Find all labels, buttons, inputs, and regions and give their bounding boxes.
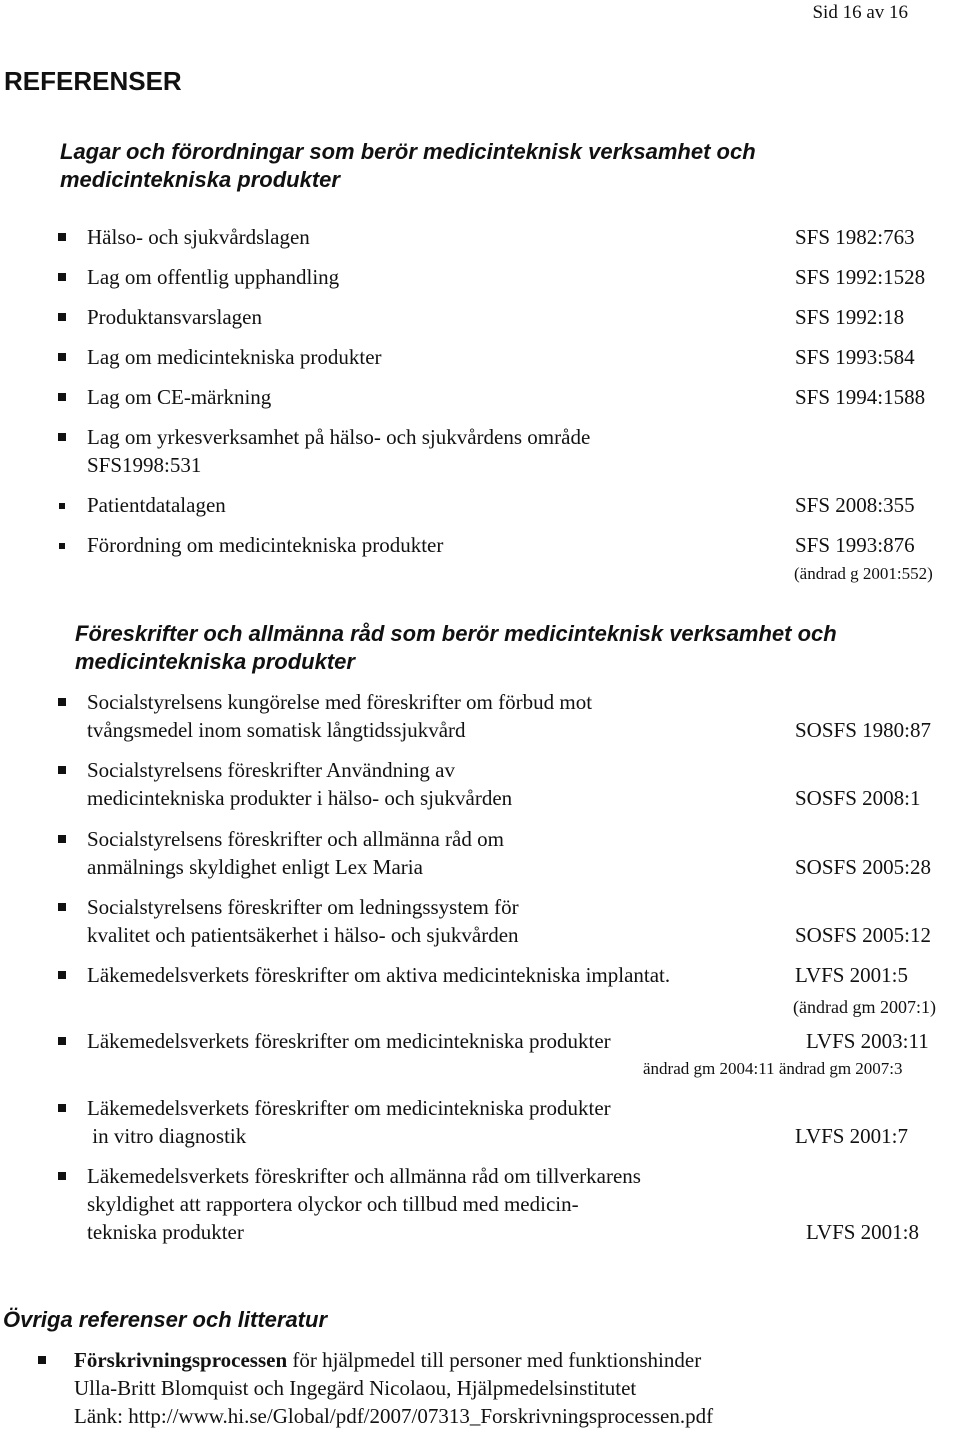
item-ref: SOSFS 1980:87 <box>795 718 931 742</box>
bullet-icon <box>38 1356 46 1364</box>
item-text: Läkemedelsverkets föreskrifter om medicintekniska produkter <box>87 1096 611 1120</box>
item-text: Lag om medicintekniska produkter <box>87 345 382 369</box>
item-ref: SFS 1982:763 <box>795 225 915 249</box>
bullet-icon <box>58 1172 66 1180</box>
item-text: Läkemedelsverkets föreskrifter och allmänna råd om tillverkarens <box>87 1164 641 1188</box>
item-text: Lag om yrkesverksamhet på hälso- och sjukvårdens område <box>87 425 591 449</box>
bullet-icon <box>58 903 66 911</box>
item-text-line2: medicintekniska produkter i hälso- och sjukvården <box>87 786 513 810</box>
bullet-icon <box>58 233 66 241</box>
bullet-icon <box>58 273 66 281</box>
bullet-icon <box>58 835 66 843</box>
bullet-icon <box>58 971 66 979</box>
bullet-icon <box>58 433 66 441</box>
section3-heading: Övriga referenser och litteratur <box>3 1307 328 1332</box>
item-note: ändrad gm 2004:11 ändrad gm 2007:3 <box>643 1059 903 1078</box>
bullet-icon <box>58 698 66 706</box>
item-note: (ändrad gm 2007:1) <box>793 997 936 1017</box>
item-text-line2: in vitro diagnostik <box>87 1124 247 1148</box>
bullet-icon <box>58 313 66 321</box>
section1-heading-line1: Lagar och förordningar som berör medicinteknisk verksamhet och <box>60 139 756 164</box>
item-ref: LVFS 2001:8 <box>806 1220 920 1244</box>
item-text: Förordning om medicintekniska produkter <box>87 533 444 557</box>
page-title: REFERENSER <box>4 66 182 96</box>
item-text: Patientdatalagen <box>87 493 226 517</box>
item-ref: SFS 2008:355 <box>795 493 915 517</box>
item-ref: LVFS 2001:7 <box>795 1124 909 1148</box>
bullet-icon <box>59 543 65 549</box>
item-ref: SFS 1992:18 <box>795 305 905 329</box>
item-ref: LVFS 2001:5 <box>795 963 909 987</box>
bullet-icon <box>58 353 66 361</box>
item-text-line2: tvångsmedel inom somatisk långtidssjukvård <box>87 718 466 742</box>
item-link[interactable]: Länk: http://www.hi.se/Global/pdf/2007/07313_Forskrivningsprocessen.pdf <box>74 1404 714 1428</box>
bullet-icon <box>58 766 66 774</box>
item-authors: Ulla-Britt Blomquist och Ingegärd Nicolaou, Hjälpmedelsinstitutet <box>74 1376 637 1400</box>
item-text-line2: skyldighet att rapportera olyckor och tillbud med medicin- <box>87 1192 579 1216</box>
section2-heading-line1: Föreskrifter och allmänna råd som berör medicinteknisk verksamhet och <box>75 621 837 646</box>
item-ref: SOSFS 2005:12 <box>795 923 931 947</box>
item-text-line2: anmälnings skyldighet enligt Lex Maria <box>87 855 423 879</box>
section1-heading-line2: medicintekniska produkter <box>60 167 340 192</box>
item-ref: SFS 1993:584 <box>795 345 915 369</box>
item-note: (ändrad g 2001:552) <box>794 564 933 583</box>
item-ref: SFS 1994:1588 <box>795 385 926 409</box>
item-text: Lag om CE-märkning <box>87 385 272 409</box>
item-text <box>74 1346 701 1374</box>
page-number: Sid 16 av 16 <box>812 2 908 23</box>
section2-heading-line2: medicintekniska produkter <box>75 649 355 674</box>
item-ref: SOSFS 2008:1 <box>795 786 921 810</box>
item-text: Socialstyrelsens föreskrifter om ledningssystem för <box>87 895 519 919</box>
bullet-icon <box>58 393 66 401</box>
item-text-line3: tekniska produkter <box>87 1220 244 1244</box>
item-text: Socialstyrelsens kungörelse med föreskrifter om förbud mot <box>87 690 593 714</box>
item-text: Lag om offentlig upphandling <box>87 265 340 289</box>
item-ref: LVFS 2003:11 <box>806 1029 929 1053</box>
item-text: Läkemedelsverkets föreskrifter om medicintekniska produkter <box>87 1029 611 1053</box>
item-text-line2: SFS1998:531 <box>87 453 202 477</box>
item-text: Hälso- och sjukvårdslagen <box>87 225 310 249</box>
item-ref: SFS 1992:1528 <box>795 265 926 289</box>
bullet-icon <box>59 503 65 509</box>
item-text: Läkemedelsverkets föreskrifter om aktiva medicintekniska implantat. <box>87 963 671 987</box>
item-text: Produktansvarslagen <box>87 305 262 329</box>
item-text-line2: kvalitet och patientsäkerhet i hälso- och sjukvården <box>87 923 519 947</box>
item-rest: för hjälpmedel till personer med funktionshinder <box>287 1348 702 1372</box>
item-text: Socialstyrelsens föreskrifter och allmänna råd om <box>87 827 504 851</box>
bullet-icon <box>58 1104 66 1112</box>
item-text: Socialstyrelsens föreskrifter Användning av <box>87 758 455 782</box>
item-ref: SFS 1993:876 <box>795 533 915 557</box>
bullet-icon <box>58 1037 66 1045</box>
item-title: Förskrivningsprocessen <box>74 1348 288 1372</box>
item-ref: SOSFS 2005:28 <box>795 855 931 879</box>
